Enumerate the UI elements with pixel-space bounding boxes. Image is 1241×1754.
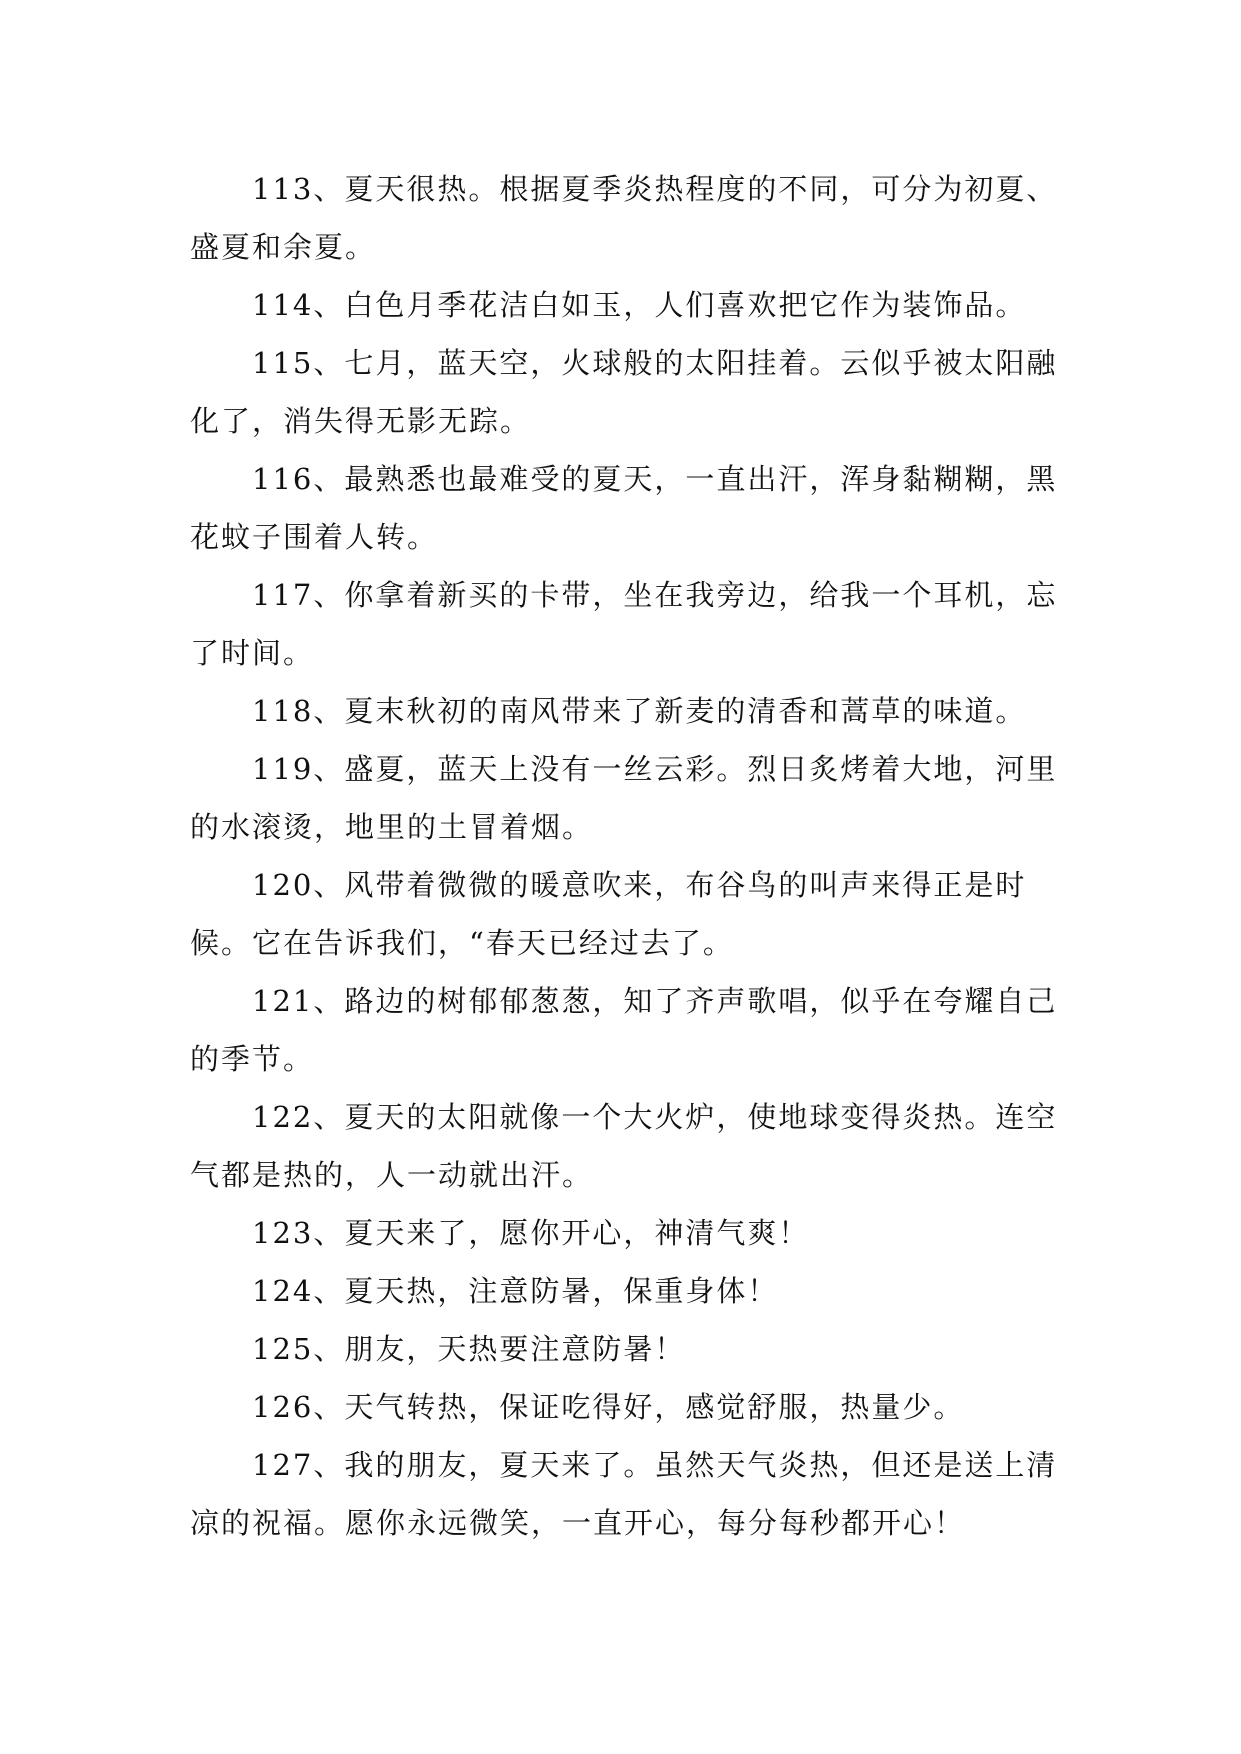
paragraph-118: 118、夏末秋初的南风带来了新麦的清香和蒿草的味道。 xyxy=(252,694,1027,728)
paragraph-120: 120、风带着微微的暖意吹来，布谷鸟的叫声来得正是时候。它在告诉我们，“春天已经过去了。 xyxy=(190,868,1027,960)
document-body xyxy=(190,160,1070,1552)
paragraph-122: 122、夏天的太阳就像一个大火炉，使地球变得炎热。连空气都是热的，人一动就出汗。 xyxy=(190,1100,1058,1192)
paragraph-119: 119、盛夏，蓝天上没有一丝云彩。烈日炙烤着大地，河里的水滚烫，地里的土冒着烟。 xyxy=(190,752,1058,844)
paragraph-116: 116、最熟悉也最难受的夏天，一直出汗，浑身黏糊糊，黑花蚊子围着人转。 xyxy=(190,462,1058,554)
paragraph-115: 115、七月，蓝天空，火球般的太阳挂着。云似乎被太阳融化了，消失得无影无踪。 xyxy=(190,346,1058,438)
paragraph-126: 126、天气转热，保证吃得好，感觉舒服，热量少。 xyxy=(252,1390,965,1424)
paragraph-125: 125、朋友，天热要注意防暑！ xyxy=(252,1332,686,1366)
paragraph-121: 121、路边的树郁郁葱葱，知了齐声歌唱，似乎在夸耀自己的季节。 xyxy=(190,984,1058,1076)
paragraph-123: 123、夏天来了，愿你开心，神清气爽！ xyxy=(252,1216,810,1250)
paragraph-117: 117、你拿着新买的卡带，坐在我旁边，给我一个耳机，忘了时间。 xyxy=(190,578,1058,670)
paragraph-114: 114、白色月季花洁白如玉，人们喜欢把它作为装饰品。 xyxy=(252,288,1027,322)
paragraph-127: 127、我的朋友，夏天来了。虽然天气炎热，但还是送上清凉的祝福。愿你永远微笑，一直开心，每分每秒都开心！ xyxy=(190,1448,1058,1540)
paragraph-113: 113、夏天很热。根据夏季炎热程度的不同，可分为初夏、盛夏和余夏。 xyxy=(190,172,1058,264)
paragraph-124: 124、夏天热，注意防暑，保重身体！ xyxy=(252,1274,779,1308)
